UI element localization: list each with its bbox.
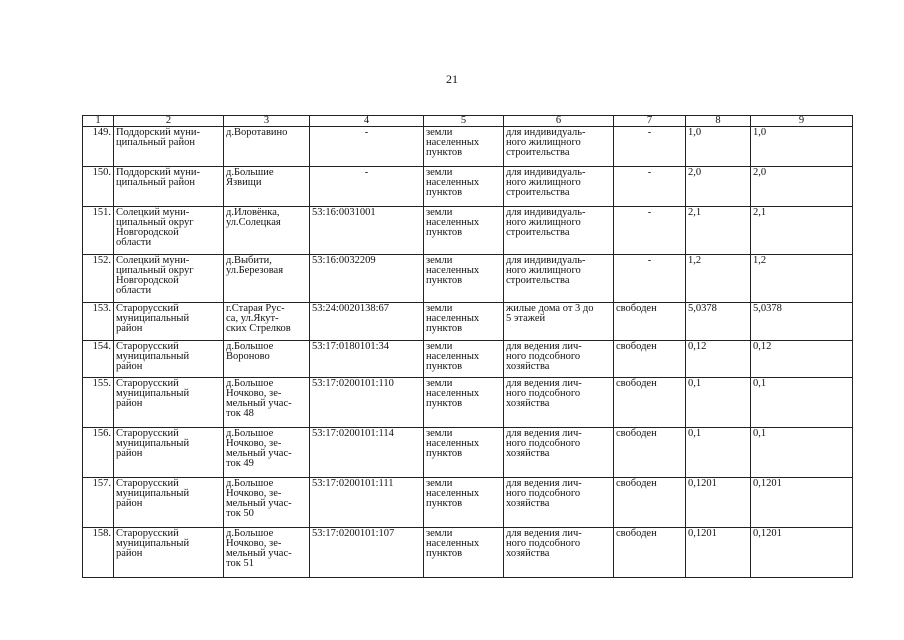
- district-cell: Поддорский муни- ципальный район: [114, 127, 224, 167]
- cadastre-cell: 53:17:0180101:34: [310, 341, 424, 378]
- category-cell: земли населенных пунктов: [424, 528, 504, 578]
- status-cell: -: [614, 255, 686, 303]
- purpose-cell: для индивидуаль- ного жилищного строительства: [504, 207, 614, 255]
- purpose-cell: для индивидуаль- ного жилищного строительства: [504, 255, 614, 303]
- purpose-cell: для ведения лич- ного подсобного хозяйства: [504, 528, 614, 578]
- category-cell: земли населенных пунктов: [424, 428, 504, 478]
- cadastre-cell: 53:16:0031001: [310, 207, 424, 255]
- status-cell: свободен: [614, 528, 686, 578]
- row-number: 150.: [83, 167, 114, 207]
- district-cell: Солецкий муни- ципальный округ Новгородской области: [114, 207, 224, 255]
- column-header-5: 5: [424, 116, 504, 127]
- area-cell: 1,0: [686, 127, 751, 167]
- row-number: 153.: [83, 303, 114, 341]
- cadastre-cell: 53:17:0200101:110: [310, 378, 424, 428]
- cadastre-cell: -: [310, 167, 424, 207]
- place-cell: д.Большие Язвищи: [224, 167, 310, 207]
- row-number: 151.: [83, 207, 114, 255]
- column-header-7: 7: [614, 116, 686, 127]
- district-cell: Солецкий муни- ципальный округ Новгородской области: [114, 255, 224, 303]
- table-row: [83, 255, 853, 303]
- column-header-3: 3: [224, 116, 310, 127]
- status-cell: свободен: [614, 303, 686, 341]
- cadastre-cell: 53:24:0020138:67: [310, 303, 424, 341]
- table-row: [83, 478, 853, 528]
- column-header-6: 6: [504, 116, 614, 127]
- category-cell: земли населенных пунктов: [424, 378, 504, 428]
- row-number: 154.: [83, 341, 114, 378]
- row-number: 156.: [83, 428, 114, 478]
- area-cell: 2,1: [751, 207, 853, 255]
- district-cell: Старорусский муниципальный район: [114, 378, 224, 428]
- category-cell: земли населенных пунктов: [424, 478, 504, 528]
- area-cell: 0,1: [686, 378, 751, 428]
- area-cell: 1,2: [751, 255, 853, 303]
- area-cell: 0,12: [751, 341, 853, 378]
- area-cell: 0,1: [686, 428, 751, 478]
- category-cell: земли населенных пунктов: [424, 303, 504, 341]
- purpose-cell: для индивидуаль- ного жилищного строительства: [504, 167, 614, 207]
- page-number: 21: [446, 72, 458, 86]
- table-row: [83, 378, 853, 428]
- category-cell: земли населенных пунктов: [424, 127, 504, 167]
- row-number: 149.: [83, 127, 114, 167]
- area-cell: 0,1: [751, 428, 853, 478]
- category-cell: земли населенных пунктов: [424, 207, 504, 255]
- purpose-cell: жилые дома от 3 до 5 этажей: [504, 303, 614, 341]
- place-cell: д.Воротавино: [224, 127, 310, 167]
- cadastre-cell: -: [310, 127, 424, 167]
- district-cell: Старорусский муниципальный район: [114, 478, 224, 528]
- row-number: 155.: [83, 378, 114, 428]
- place-cell: д.Большое Вороново: [224, 341, 310, 378]
- area-cell: 0,1: [751, 378, 853, 428]
- status-cell: свободен: [614, 378, 686, 428]
- area-cell: 0,12: [686, 341, 751, 378]
- status-cell: свободен: [614, 478, 686, 528]
- purpose-cell: для ведения лич- ного подсобного хозяйства: [504, 341, 614, 378]
- status-cell: -: [614, 207, 686, 255]
- row-number: 152.: [83, 255, 114, 303]
- area-cell: 0,1201: [751, 478, 853, 528]
- area-cell: 5,0378: [751, 303, 853, 341]
- area-cell: 0,1201: [751, 528, 853, 578]
- column-header-9: 9: [751, 116, 853, 127]
- area-cell: 2,0: [751, 167, 853, 207]
- place-cell: д.Большое Ночково, зе- мельный учас- ток 50: [224, 478, 310, 528]
- area-cell: 1,2: [686, 255, 751, 303]
- table-row: [83, 207, 853, 255]
- header-row: [83, 116, 853, 127]
- area-cell: 5,0378: [686, 303, 751, 341]
- area-cell: 2,1: [686, 207, 751, 255]
- table-row: [83, 167, 853, 207]
- column-header-1: 1: [83, 116, 114, 127]
- status-cell: -: [614, 127, 686, 167]
- row-number: 157.: [83, 478, 114, 528]
- place-cell: д.Выбити, ул.Березовая: [224, 255, 310, 303]
- category-cell: земли населенных пунктов: [424, 341, 504, 378]
- category-cell: земли населенных пунктов: [424, 255, 504, 303]
- district-cell: Старорусский муниципальный район: [114, 528, 224, 578]
- district-cell: Старорусский муниципальный район: [114, 303, 224, 341]
- place-cell: д.Большое Ночково, зе- мельный учас- ток 51: [224, 528, 310, 578]
- purpose-cell: для ведения лич- ного подсобного хозяйства: [504, 428, 614, 478]
- row-number: 158.: [83, 528, 114, 578]
- place-cell: д.Иловёнка, ул.Солецкая: [224, 207, 310, 255]
- column-header-4: 4: [310, 116, 424, 127]
- district-cell: Старорусский муниципальный район: [114, 428, 224, 478]
- area-cell: 0,1201: [686, 528, 751, 578]
- cadastre-cell: 53:17:0200101:111: [310, 478, 424, 528]
- place-cell: г.Старая Рус- са, ул.Якут- ских Стрелков: [224, 303, 310, 341]
- purpose-cell: для ведения лич- ного подсобного хозяйства: [504, 378, 614, 428]
- place-cell: д.Большое Ночково, зе- мельный учас- ток 48: [224, 378, 310, 428]
- district-cell: Старорусский муниципальный район: [114, 341, 224, 378]
- cadastre-cell: 53:17:0200101:114: [310, 428, 424, 478]
- status-cell: свободен: [614, 428, 686, 478]
- area-cell: 1,0: [751, 127, 853, 167]
- table-row: [83, 303, 853, 341]
- area-cell: 2,0: [686, 167, 751, 207]
- cadastre-cell: 53:17:0200101:107: [310, 528, 424, 578]
- cadastre-cell: 53:16:0032209: [310, 255, 424, 303]
- area-cell: 0,1201: [686, 478, 751, 528]
- purpose-cell: для индивидуаль- ного жилищного строительства: [504, 127, 614, 167]
- category-cell: земли населенных пунктов: [424, 167, 504, 207]
- table-row: [83, 127, 853, 167]
- district-cell: Поддорский муни- ципальный район: [114, 167, 224, 207]
- purpose-cell: для ведения лич- ного подсобного хозяйства: [504, 478, 614, 528]
- table-row: [83, 341, 853, 378]
- table-row: [83, 528, 853, 578]
- place-cell: д.Большое Ночково, зе- мельный учас- ток 49: [224, 428, 310, 478]
- status-cell: -: [614, 167, 686, 207]
- column-header-2: 2: [114, 116, 224, 127]
- status-cell: свободен: [614, 341, 686, 378]
- table-row: [83, 428, 853, 478]
- land-plots-table: [82, 115, 853, 578]
- column-header-8: 8: [686, 116, 751, 127]
